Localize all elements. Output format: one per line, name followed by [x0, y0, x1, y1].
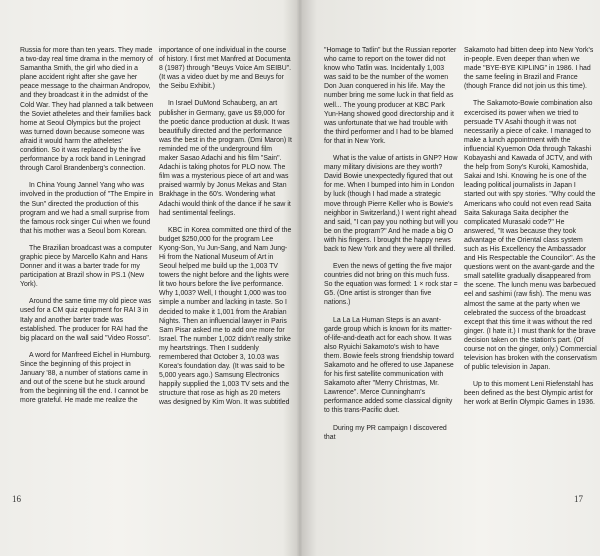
right-page-column-2 [464, 46, 598, 416]
paragraph: During my PR campaign I discovered that [324, 424, 447, 441]
paragraph: In China Young Jannel Yang who was involved in the production of "The Empire in the Sun" directed the production of this program and we had a small surprise from the famous rock singer Cui when we found that his mother was a Seoul born Korean. [20, 182, 154, 235]
paragraph: Even the news of getting the five major countries did not bring on this much fuss. So the equation was formed: 1 × rock star = G5. (One artist is stronger than five nations.) [324, 263, 458, 307]
paragraph: Around the same time my old piece was used for a CM quiz equipment for RAI 3 in Italy and another barter trade was established. The producer for RAI had the big placard on the wall said "Video Rosso". [20, 298, 152, 342]
left-page-column-1 [20, 46, 154, 413]
paragraph: KBC in Korea committed one third of the budget $250,000 for the program Lee Kyong-Son, Yu Jun-Sang, and Nam Jung-Hi from the National Museum of Art in Seoul helped me build up the 1,003 TV towers the night before and the lights were lit two hours before the live performance. Why 1,003? Well, I thought 1,000 was too simple a number and lacking in taste. So I decided to make it 1,001 from the Arabian Nights. Then an influencial lawyer in Paris Sam Pisar asked me to add one more for Israel. The number 1,002 didn't really strike my heartstrings. Then I suddenly remembered that October 3, 10.03 was Korea's foundation day. (It was said to be 5,000 years ago.) Samsung Electronics happily supplied the 1,003 TV sets and the structure that rose as high as 20 meters was designed by Kim Won. It was subtitled [159, 226, 292, 407]
right-page [302, 0, 600, 556]
right-page-column-1 [324, 46, 458, 450]
left-page-column-2 [159, 46, 293, 416]
paragraph: importance of one individual in the course of history. I first met Manfred at Documenta 8 (1987) through "Beuys Voice Am SEIBU". (It was a video duet by me and Beuys for the Seibu Exhibit.) [159, 47, 292, 91]
paragraph: In Israel DuMond Schauberg, an art publisher in Germany, gave us $9,000 for the poetic dance production at dusk. It was beautifully directed and the performance was the best in the program. (Dmi Maron) It reminded me of the underground film maker Sasao Adachi and his film "Sain". Adachi is taking photos for PLO now. The film was a mysterious piece of art and was praised warmly by Jonus Mekas and Stan Brakhage in the 60's. Wondering what Adachi would think of the dance if he saw it had sentimental feelings. [159, 100, 292, 217]
left-page-number: 16 [12, 494, 21, 504]
paragraph: The Brazilian broadcast was a computer graphic piece by Marcello Kahn and Hans Donner and it was a barter trade for my participation at Brazil show in PS.1 (New York). [20, 244, 152, 289]
paragraph: The Sakamoto-Bowie combination also excercised its power when we tried to persuade TV Asahi though it was not necessarily a piece of cake. I managed to make a lunch appointment with the influencial Kyuemon Oda through Takashi Kobayashi and Kawada of JCTV, and with the help from Sony's Kuroki, Kamoshida, Sakai and Ishi. Knowing he is one of the leading political journalists in Japan I started out with spy stories. "Why could the Americans who could not even read Saita Saita Sakuraga Saita decipher the complicated Murasaki code?" He answered, "It was because they took advantage of the Oriental class system such as His Excellency the Ambassador and His Respectable the Councilor". As the questions went on the avant-garde and the small satellite gradually disappeared from the scene. The lunch menu was barbecued eel and sashimi (raw fish). The menu was almost the same at the party when we celebrated the success of the broadcast except that this time it was without the red ginger. (I hate it.) I must thank for the brave decision taken on the station's part. (Of course not on the ginger, only.) Commercial television has broken with the conservatism of public television in Japan. [464, 100, 597, 372]
right-page-number: 17 [574, 494, 583, 504]
paragraph: Up to this moment Leni Riefenstahl has been defined as the best Olympic artist for her work at Berlin Olympic Games in 1936. [464, 381, 595, 407]
paragraph: Russia for more than ten years. They made a two-day real time drama in the memory of Samantha Smith, the girl who died in a plane accident right after she gave her peace message to the chairman Andropov, and they broadcast it in the admidst of the Cold War. They had planned a talk between the Soviet atheletes and their families back home at Seoul Olympics but the project was turned down because someone was afraid it would harm the atheletes' condition. So it was replaced by the live performance by a rock band in Leningrad through Carol Brandenberg's connection. [20, 47, 154, 173]
paragraph: La La La Human Steps is an avant-garde group which is known for its matter-of-life-and-death act for each show. It was also Ryuichi Sakamoto's wish to have them. Bowie feels strong friendship toward Sakamoto and he offered to use Japanese for his first satellite communication with Sakamoto after "Merry Christmas, Mr. Lawrence". Merce Cunningham's performance added some classical dignity to this trans-Pacific duet. [324, 316, 454, 415]
paragraph: Sakamoto had bitten deep into New York's in-people. Even deeper than when we made "BYE-BYE KIPLING" in 1986. I had the same feeling in Brazil and France (though France did not join us this time). [464, 47, 594, 91]
paragraph: What is the value of artists in GNP? How many military divisions are they worth? David Bowie unexpectedly figured that out for me. When I bumped into him in London by luck (though I had made a strategic move through Pierre Keller who is Bowie's neighbor in Switzerland,) I went right ahead and said, "I can pay you nothing but will you be on the program?" And he made a big O with his fingers. I brought the happy news back to New York and they were all thrilled. [324, 155, 458, 253]
paragraph: A word for Manfreed Eichel in Hurnburg. Since the beginning of this project in January '88, a number of stations came in and out of the scene but he stuck around from the beginning till the end. I cannot be more grateful. He made me realize the [20, 351, 152, 405]
left-page [0, 0, 298, 556]
paragraph: "Homage to Tatlin" but the Russian reporter who came to report on the tower did not know who Tatlin was. Incidentally 1,003 was said to be the number of the women Don Juan conquered in his life. May the number bring me some luck in that field as well... The young producer at KBC Park Yun-Hang showed good directorship and it was unfortunate that we had trouble with the third performer and I had to be blamed for that in New York. [324, 47, 457, 145]
